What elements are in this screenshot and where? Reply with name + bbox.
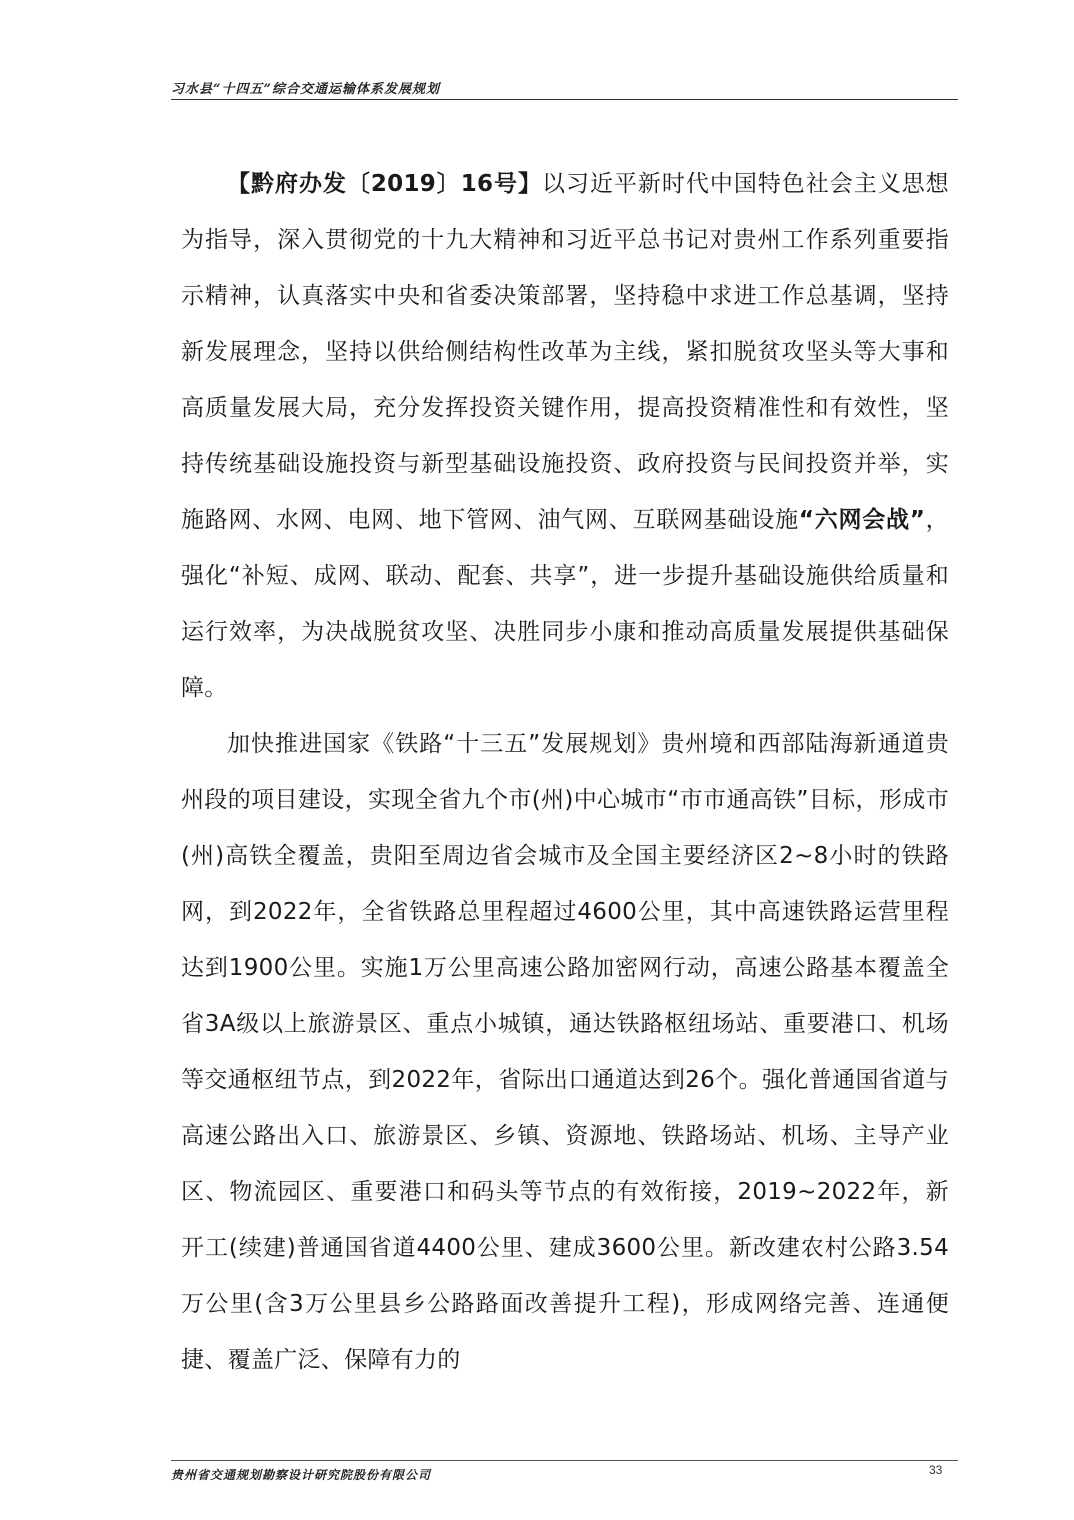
page-number: 33 <box>929 1463 943 1477</box>
paragraph-text: ，强化“补短、成网、联动、配套、共享”，进一步提升基础设施供给质量和运行效率，为决战脱贫攻坚、决胜同步小康和推动高质量发展提供基础保障。 <box>181 507 949 701</box>
footer-divider <box>171 1460 958 1461</box>
paragraph-railway <box>181 716 949 1388</box>
header-divider <box>171 99 958 100</box>
document-body <box>181 156 949 1388</box>
six-network-campaign: “六网会战” <box>798 507 926 533</box>
paragraph-text: 以习近平新时代中国特色社会主义思想为指导，深入贯彻党的十九大精神和习近平总书记对贵州工作系列重要指示精神，认真落实中央和省委决策部署，坚持稳中求进工作总基调，坚持新发展理念，坚持以供给侧结构性改革为主线，紧扣脱贫攻坚头等大事和高质量发展大局，充分发挥投资关键作用，提高投资精准性和有效性，坚持传统基础设施投资与新型基础设施投资、政府投资与民间投资并举，实施路网、水网、电网、地下管网、油气网、互联网基础设施 <box>181 171 949 533</box>
footer-organization: 贵州省交通规划勘察设计研究院股份有限公司 <box>171 1468 432 1482</box>
paragraph-policy <box>181 156 949 716</box>
document-title: 习水县“十四五”综合交通运输体系发展规划 <box>171 82 440 97</box>
policy-reference: 【黔府办发〔2019〕16号】 <box>227 171 542 197</box>
paragraph-text: 加快推进国家《铁路“十三五”发展规划》贵州境和西部陆海新通道贵州段的项目建设，实现全省九个市(州)中心城市“市市通高铁”目标，形成市(州)高铁全覆盖，贵阳至周边省会城市及全国主要经济区2~8小时的铁路网，到2022年，全省铁路总里程超过4600公里，其中高速铁路运营里程达到1900公里。实施1万公里高速公路加密网行动，高速公路基本覆盖全省3A级以上旅游景区、重点小城镇，通达铁路枢纽场站、重要港口、机场等交通枢纽节点，到2022年，省际出口通道达到26个。强化普通国省道与高速公路出入口、旅游景区、乡镇、资源地、铁路场站、机场、主导产业区、物流园区、重要港口和码头等节点的有效衔接，2019~2022年，新开工(续建)普通国省道4400公里、建成3600公里。新改建农村公路3.54万公里(含3万公里县乡公路路面改善提升工程)，形成网络完善、连通便捷、覆盖广泛、保障有力的 <box>181 731 949 1373</box>
page-header <box>171 78 958 97</box>
